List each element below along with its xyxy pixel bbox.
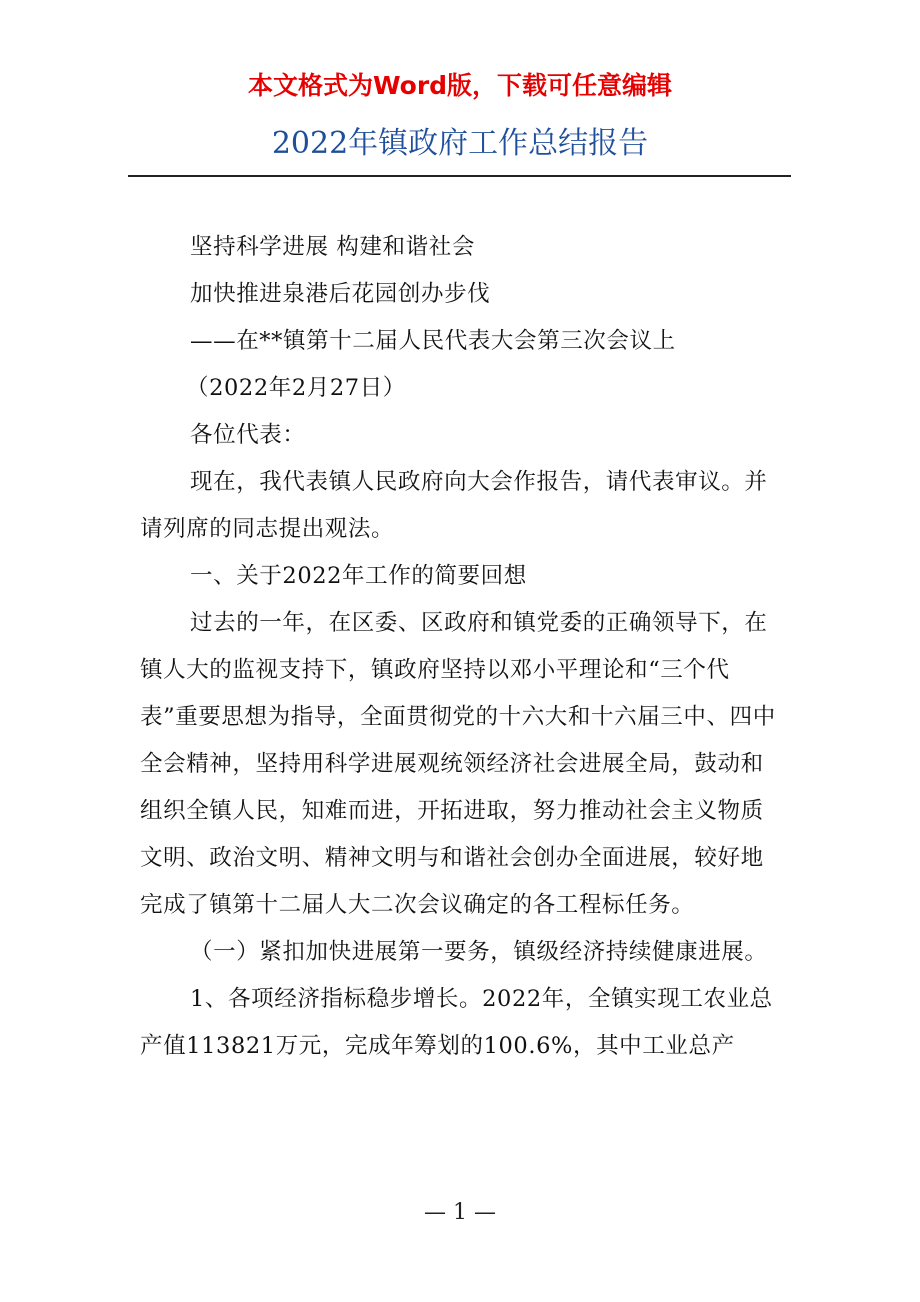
subtitle-line-1: 坚持科学进展 构建和谐社会 — [190, 234, 475, 260]
subtitle-line-2: 加快推进泉港后花园创办步伐 — [190, 281, 491, 307]
subsection-heading: （一）紧扣加快进展第一要务，镇级经济持续健康进展。 — [190, 939, 768, 965]
page-number: — 1 — — [424, 1200, 496, 1225]
speech-date: （2022年2月27日） — [186, 375, 406, 401]
intro-paragraph: 现在，我代表镇人民政府向大会作报告，请代表审议。并请列席的同志提出观法。 — [140, 469, 768, 542]
item-paragraph: 1、各项经济指标稳步增长。2022年，全镇实现工农业总产值113821万元，完成年筹划的100.6%，其中工业总产 — [140, 986, 773, 1059]
title-divider — [128, 175, 791, 177]
document-title: 2022年镇政府工作总结报告 — [271, 126, 649, 161]
section-paragraph: 过去的一年，在区委、区政府和镇党委的正确领导下，在镇人大的监视支持下，镇政府坚持以邓小平理论和“三个代表”重要思想为指导，全面贯彻党的十六大和十六届三中、四中全会精神，坚持用科学进展观统领经济社会进展全局，鼓动和组织全镇人民，知难而进，开拓进取，努力推动社会主义物质文明、政治文明、精神文明与和谐社会创办全面进展，较好地完成了镇第十二届人大二次会议确定的各工程标任务。 — [140, 610, 776, 918]
document-body — [140, 224, 780, 1070]
word-format-banner: 本文格式为Word版，下载可任意编辑 — [247, 71, 673, 100]
salutation: 各位代表： — [190, 422, 306, 448]
speech-note: ——在**镇第十二届人民代表大会第三次会议上 — [190, 328, 676, 354]
section-heading: 一、关于2022年工作的简要回想 — [190, 563, 527, 589]
